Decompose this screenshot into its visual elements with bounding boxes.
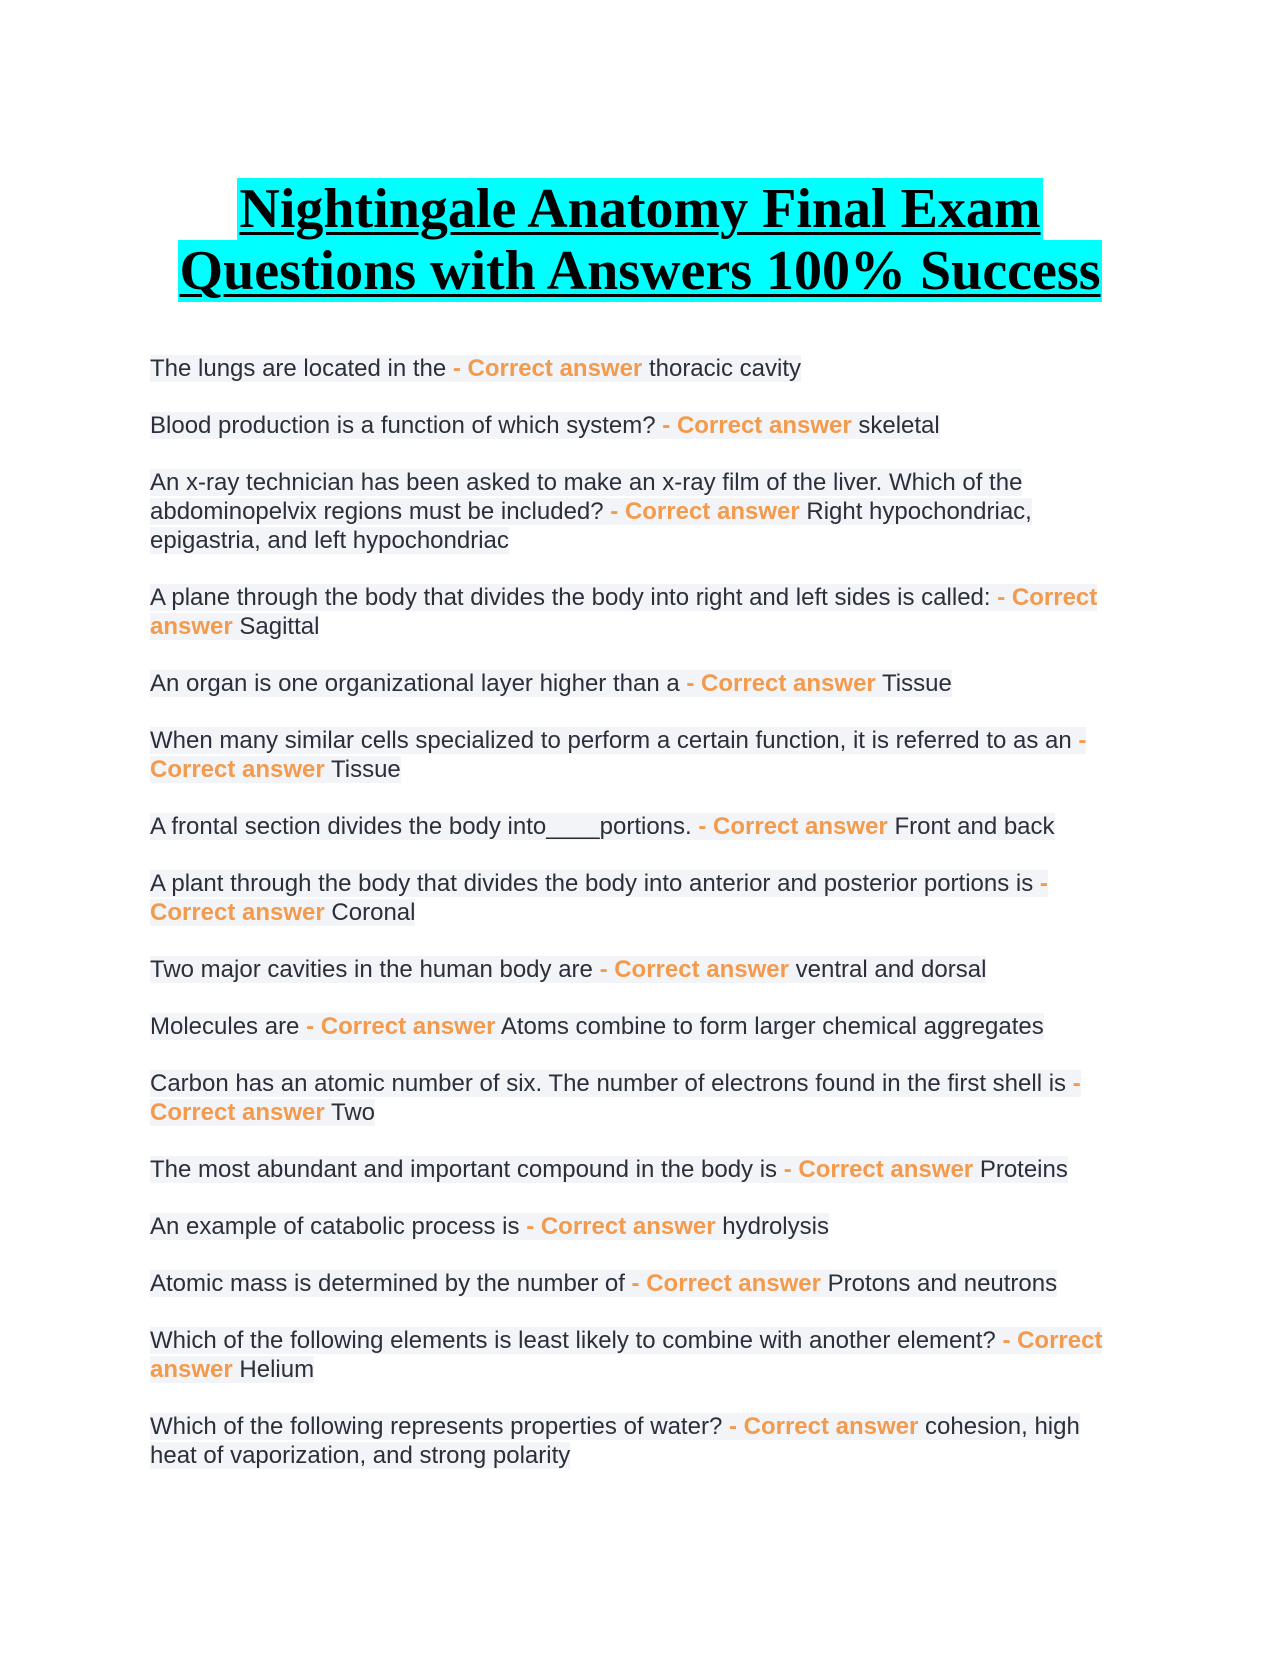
question-text: Two major cavities in the human body are (150, 956, 593, 983)
qa-item (150, 812, 1130, 841)
answer-label: - Correct answer (452, 355, 643, 382)
answer-text: Proteins (979, 1156, 1068, 1183)
question-text: Which of the following represents properties of water? (150, 1413, 723, 1440)
answer-label: - Correct answer (306, 1013, 496, 1040)
answer-label: - Correct answer (526, 1213, 716, 1240)
question-text: Which of the following elements is least likely to combine with another element? (150, 1327, 996, 1354)
answer-text: Atoms combine to form larger chemical aggregates (500, 1013, 1044, 1040)
answer-label: - Correct answer (150, 1327, 1103, 1383)
question-text: An x-ray technician has been asked to make an x-ray film of the liver. Which of the abdominopelvix regions must be included? (150, 469, 1023, 525)
answer-text: Protons and neutrons (827, 1270, 1058, 1297)
answer-text: Front and back (894, 813, 1055, 840)
qa-item (150, 1069, 1130, 1127)
answer-text: Tissue (330, 756, 401, 783)
answer-label: - Correct answer (783, 1156, 974, 1183)
question-text: The most abundant and important compound in the body is (150, 1156, 778, 1183)
question-text: A plant through the body that divides the body into anterior and posterior portions is (150, 870, 1034, 897)
question-text: When many similar cells specialized to perform a certain function, it is referred to as an (150, 727, 1072, 754)
answer-label: - Correct answer (698, 813, 888, 840)
answer-text: Sagittal (239, 613, 320, 640)
answer-text: Tissue (882, 670, 952, 697)
document-title (150, 178, 1130, 302)
answer-label: - Correct answer (610, 498, 800, 525)
answer-text: cohesion, high heat of vaporization, and strong polarity (150, 1413, 1080, 1469)
answer-label: - Correct answer (662, 412, 852, 439)
answer-text: Right hypochondriac, epigastria, and left hypochondriac (150, 498, 1032, 554)
answer-text: skeletal (858, 412, 940, 439)
question-text: Carbon has an atomic number of six. The number of electrons found in the first shell is (150, 1070, 1067, 1097)
answer-label: - Correct answer (150, 870, 1048, 926)
answer-label: - Correct answer (686, 670, 876, 697)
answer-label: - Correct answer (728, 1413, 919, 1440)
answer-text: Coronal (331, 899, 416, 926)
question-text: An example of catabolic process is (150, 1213, 520, 1240)
answer-text: Helium (239, 1356, 315, 1383)
qa-item (150, 411, 1130, 440)
question-text: A frontal section divides the body into____portions. (150, 813, 692, 840)
qa-list (150, 354, 1130, 1498)
qa-item (150, 726, 1130, 784)
title-line-2: Questions with Answers 100% Success (179, 240, 1101, 302)
answer-text: hydrolysis (722, 1213, 829, 1240)
qa-item (150, 468, 1130, 555)
title-line-1: Nightingale Anatomy Final Exam (239, 178, 1041, 240)
qa-item (150, 869, 1130, 927)
question-text: Molecules are (150, 1013, 300, 1040)
qa-item (150, 1012, 1130, 1041)
qa-item (150, 1155, 1130, 1184)
qa-item (150, 583, 1130, 641)
question-text: Blood production is a function of which system? (150, 412, 656, 439)
qa-item (150, 1212, 1130, 1241)
qa-item (150, 955, 1130, 984)
answer-text: thoracic cavity (648, 355, 802, 382)
question-text: An organ is one organizational layer higher than a (150, 670, 680, 697)
answer-text: ventral and dorsal (795, 956, 987, 983)
answer-label: - Correct answer (150, 584, 1098, 640)
qa-item (150, 1326, 1130, 1384)
answer-label: - Correct answer (631, 1270, 821, 1297)
qa-item (150, 354, 1130, 383)
question-text: A plane through the body that divides the body into right and left sides is called: (150, 584, 991, 611)
answer-text: Two (330, 1099, 375, 1126)
qa-item (150, 1412, 1130, 1470)
question-text: The lungs are located in the (150, 355, 447, 382)
qa-item (150, 669, 1130, 698)
qa-item (150, 1269, 1130, 1298)
answer-label: - Correct answer (150, 727, 1087, 783)
answer-label: - Correct answer (599, 956, 789, 983)
question-text: Atomic mass is determined by the number of (150, 1270, 625, 1297)
answer-label: - Correct answer (150, 1070, 1081, 1126)
